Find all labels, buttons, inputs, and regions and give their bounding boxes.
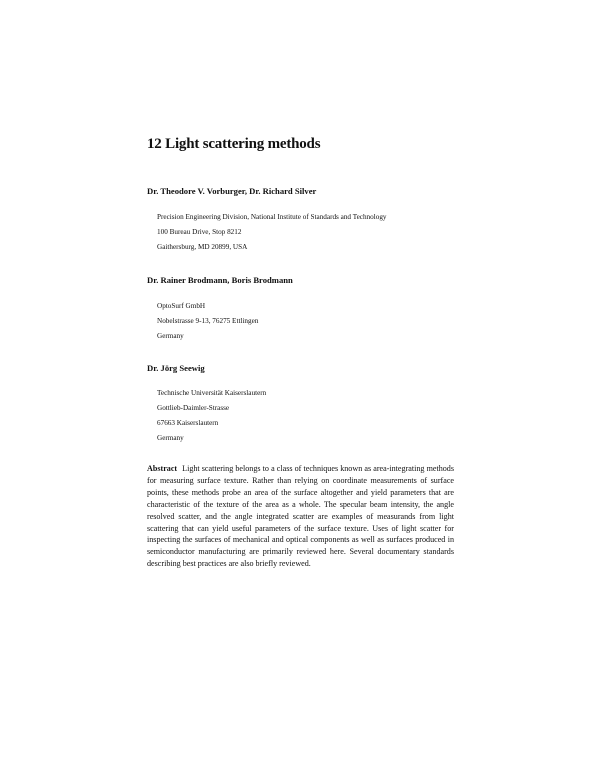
abstract-text: Light scattering belongs to a class of techniques known as area-integrating methods for measuring surface texture. Rather than relying on coordinate measurements of surface points, these methods probe an area of the surface altogether and yield parameters that are characteristic of the texture of the area as a whole. The specular beam intensity, the angle resolved scatter, and the angle integrated scatter are examples of measurands from light scattering that can yield useful parameters of the surface texture. Uses of light scatter for inspecting the surfaces of mechanical and optical components as well as surfaces produced in semiconductor manufacturing are primarily reviewed here. Several documentary standards describing best practices are also briefly reviewed.: [147, 464, 454, 569]
affiliation-line: Germany: [157, 434, 184, 442]
affiliation-line: Germany: [157, 332, 184, 340]
affiliation-line: 67663 Kaiserslautern: [157, 419, 219, 427]
author-names-1: Dr. Theodore V. Vorburger, Dr. Richard Silver: [147, 186, 317, 196]
author-names-3: Dr. Jörg Seewig: [147, 363, 205, 373]
chapter-title: 12 Light scattering methods: [147, 136, 321, 152]
affiliation-line: Gaithersburg, MD 20899, USA: [157, 243, 248, 251]
affiliation-line: Gottlieb-Daimler-Strasse: [157, 404, 230, 412]
affiliation-3: [157, 386, 266, 446]
affiliation-line: OptoSurf GmbH: [157, 302, 206, 310]
affiliation-line: Technische Universität Kaiserslautern: [157, 389, 267, 397]
affiliation-2: [157, 299, 258, 344]
affiliation-line: 100 Bureau Drive, Stop 8212: [157, 228, 242, 236]
affiliation-line: Nobelstrasse 9-13, 76275 Ettlingen: [157, 317, 259, 325]
author-names-2: Dr. Rainer Brodmann, Boris Brodmann: [147, 275, 293, 285]
affiliation-line: Precision Engineering Division, National Institute of Standards and Technology: [157, 213, 387, 221]
affiliation-1: [157, 210, 387, 255]
abstract-label: Abstract: [147, 464, 178, 473]
abstract: [147, 463, 454, 570]
